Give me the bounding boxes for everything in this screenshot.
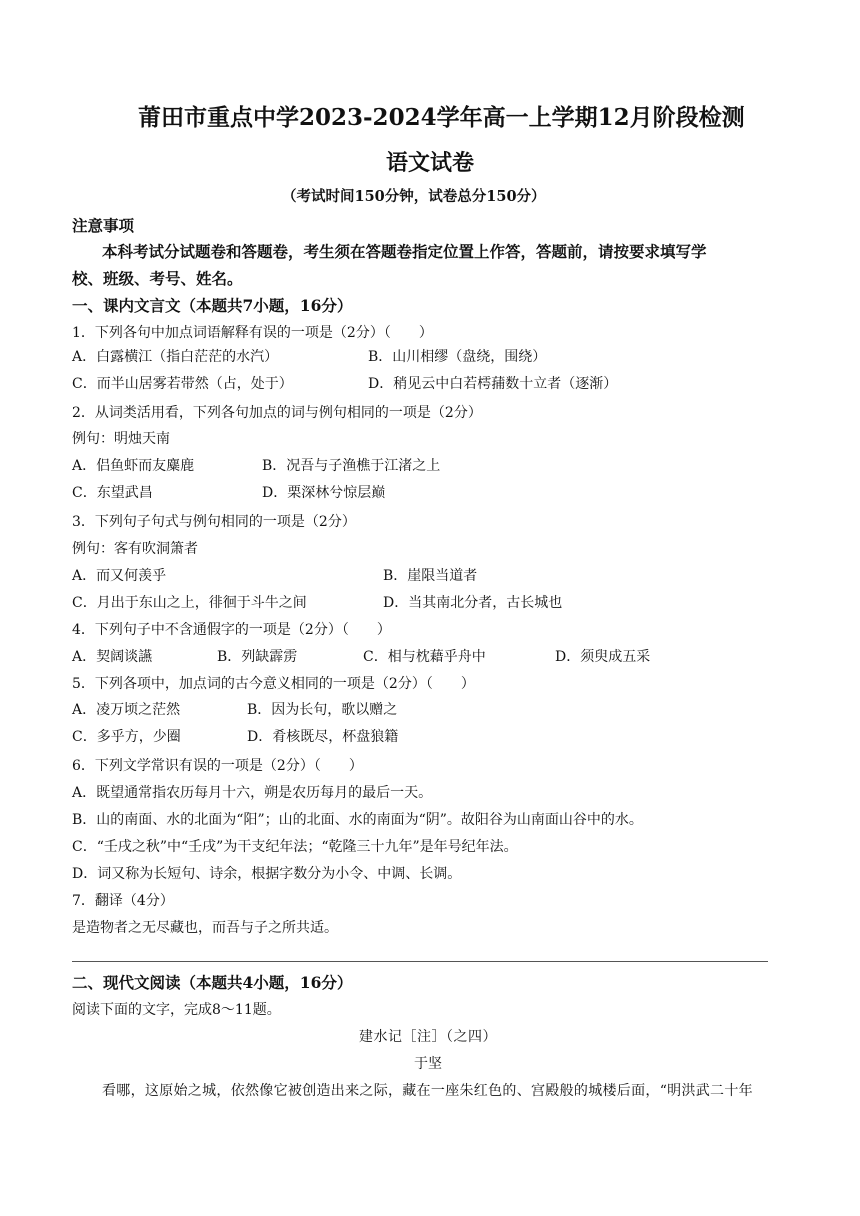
q4-option-b: B．列缺霹雳 <box>217 649 298 665</box>
q1-option-d: D．稍见云中白若樗蒱数十立者（逐渐） <box>368 376 618 392</box>
notice-line-2: 校、班级、考号、姓名。 <box>72 269 243 288</box>
q1-option-a: A．白露横江（指白茫茫的水汽） <box>72 349 279 365</box>
q3-stem: 3．下列句子句式与例句相同的一项是（2分） <box>72 514 356 530</box>
article-paragraph: 看哪，这原始之城，依然像它被创造出来之际，藏在一座朱红色的、宫殿般的城楼后面，“明洪武二十年 <box>102 1083 753 1099</box>
article-title: 建水记［注］（之四） <box>359 1029 497 1045</box>
q5-option-d: D．肴核既尽，杯盘狼籍 <box>247 729 399 745</box>
q2-stem: 2．从词类活用看，下列各句加点的词与例句相同的一项是（2分） <box>72 405 482 421</box>
q5-stem: 5．下列各项中，加点词的古今意义相同的一项是（2分）（ ） <box>72 676 475 692</box>
q6-option-d: D．词又称为长短句、诗余，根据字数分为小令、中调、长调。 <box>72 866 462 882</box>
exam-title: 莆田市重点中学2023-2024学年高一上学期12月阶段检测 <box>138 104 745 131</box>
q2-option-b: B．况吾与子渔樵于江渚之上 <box>262 458 441 474</box>
exam-subject: 语文试卷 <box>386 150 475 176</box>
q3-option-c: C．月出于东山之上，徘徊于斗牛之间 <box>72 595 307 611</box>
notice-heading: 注意事项 <box>72 216 135 235</box>
q2-option-a: A．侣鱼虾而友麋鹿 <box>72 458 195 474</box>
q4-option-a: A．契阔谈讌 <box>72 649 153 665</box>
q1-option-b: B．山川相缪（盘绕，围绕） <box>368 349 547 365</box>
q3-example: 例句：客有吹洞箫者 <box>72 541 198 557</box>
q3-option-a: A．而又何羡乎 <box>72 568 167 584</box>
q6-option-c: C．“壬戌之秋”中“壬戌”为干支纪年法；“乾隆三十九年”是年号纪年法。 <box>72 839 518 855</box>
q6-option-a: A．既望通常指农历每月十六，朔是农历每月的最后一天。 <box>72 785 433 801</box>
q6-option-b: B．山的南面、水的北面为“阳”；山的北面、水的南面为“阴”。故阳谷为山南面山谷中的水。 <box>72 812 643 828</box>
q5-option-b: B．因为长句，歌以赠之 <box>247 702 398 718</box>
q1-stem: 1．下列各句中加点词语解释有误的一项是（2分）（ ） <box>72 325 433 341</box>
q6-stem: 6．下列文学常识有误的一项是（2分）（ ） <box>72 758 363 774</box>
q7-text: 是造物者之无尽藏也，而吾与子之所共适。 <box>72 920 338 936</box>
exam-meta: （考试时间150分钟，试卷总分150分） <box>282 188 546 205</box>
article-author: 于坚 <box>414 1056 442 1072</box>
q2-option-d: D．栗深林兮惊层巅 <box>262 485 386 501</box>
notice-line-1: 本科考试分试题卷和答题卷，考生须在答题卷指定位置上作答，答题前，请按要求填写学 <box>102 242 707 261</box>
q4-option-c: C．相与枕藉乎舟中 <box>363 649 486 665</box>
q3-option-b: B．崖限当道者 <box>383 568 478 584</box>
section-1-heading: 一、课内文言文（本题共7小题，16分） <box>72 296 353 315</box>
section-divider <box>72 961 768 962</box>
q7-stem: 7．翻译（4分） <box>72 893 174 909</box>
q5-option-c: C．多乎方，少圈 <box>72 729 181 745</box>
q4-stem: 4．下列句子中不含通假字的一项是（2分）（ ） <box>72 622 391 638</box>
q1-option-c: C．而半山居雾若带然（占，处于） <box>72 376 293 392</box>
section-2-intro: 阅读下面的文字，完成8～11题。 <box>72 1002 281 1018</box>
section-2-heading: 二、现代文阅读（本题共4小题，16分） <box>72 973 353 992</box>
q5-option-a: A．凌万顷之茫然 <box>72 702 181 718</box>
q2-option-c: C．东望武昌 <box>72 485 153 501</box>
q3-option-d: D．当其南北分者，古长城也 <box>383 595 563 611</box>
q4-option-d: D．须臾成五采 <box>555 649 651 665</box>
q2-example: 例句：明烛天南 <box>72 431 170 447</box>
